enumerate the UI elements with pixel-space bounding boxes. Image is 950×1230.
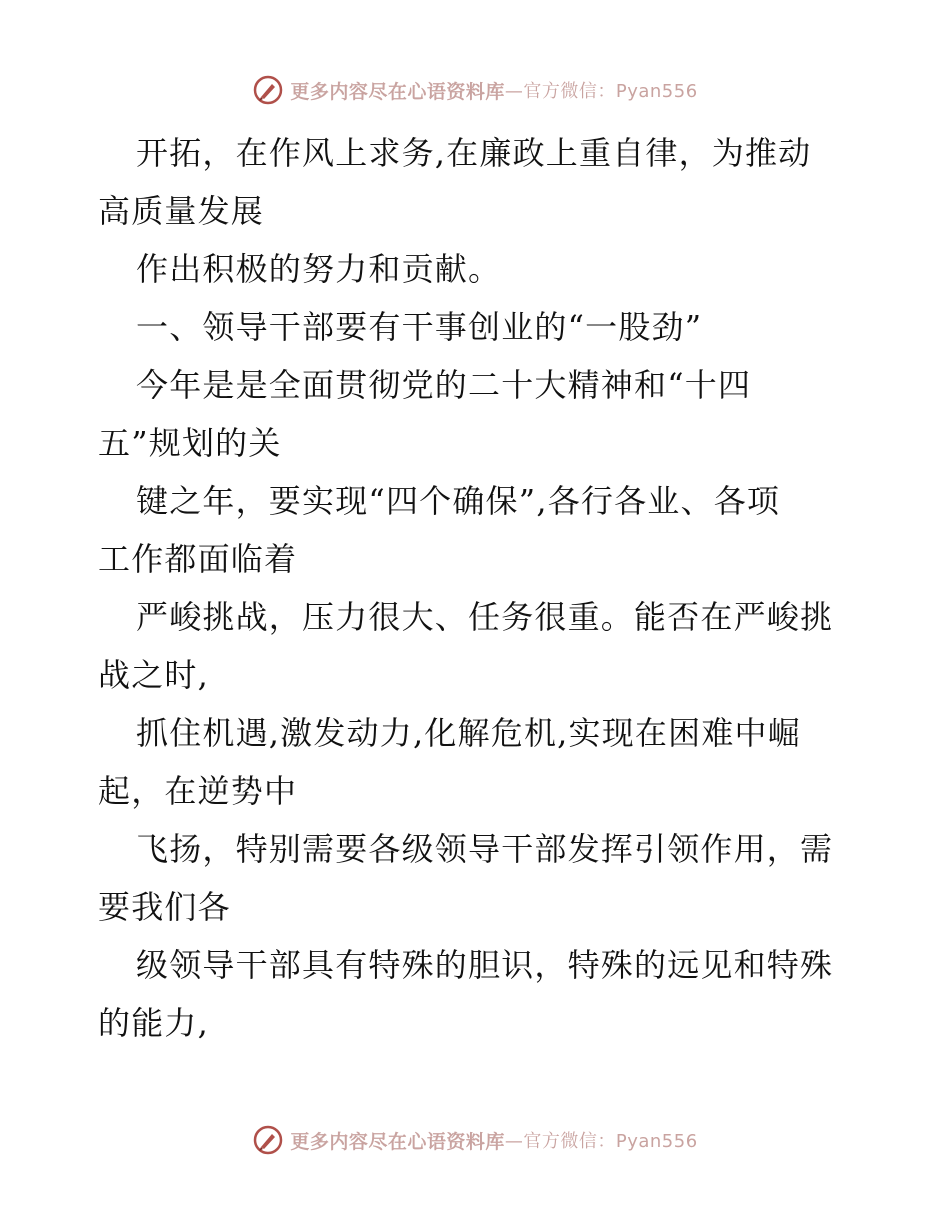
text-line: 的能力, (98, 1004, 209, 1042)
text-line: 工作都面临着 (98, 540, 298, 578)
text-line: 作出积极的努力和贡献。 (136, 250, 502, 288)
watermark-banner-top (0, 70, 950, 110)
pen-in-circle-icon (252, 74, 284, 106)
text-line: 战之时, (98, 656, 209, 694)
text-line: 今年是是全面贯彻党的二十大精神和“十四 (136, 366, 752, 404)
text-line: 键之年，要实现“四个确保”,各行各业、各项 (136, 482, 781, 520)
text-line: 高质量发展 (98, 192, 265, 230)
section-heading: 一、领导干部要有干事创业的“一股劲” (136, 308, 703, 346)
watermark-main-text: 更多内容尽在心语资料库 (290, 80, 505, 103)
text-line: 级领导干部具有特殊的胆识，特殊的远见和特殊 (136, 946, 834, 984)
pen-in-circle-icon (252, 1124, 284, 1156)
text-line: 抓住机遇,激发动力,化解危机,实现在困难中崛 (136, 714, 801, 752)
watermark-main-text: 更多内容尽在心语资料库 (290, 1130, 505, 1153)
watermark-sub-text: —官方微信：Pyan556 (504, 81, 698, 102)
text-line: 起，在逆势中 (98, 772, 298, 810)
watermark-banner-bottom (0, 1120, 950, 1160)
text-line: 要我们各 (98, 888, 231, 926)
text-line: 开拓，在作风上求务,在廉政上重自律，为推动 (136, 134, 812, 172)
text-line: 严峻挑战，压力很大、任务很重。能否在严峻挑 (136, 598, 834, 636)
document-body (98, 124, 858, 1052)
watermark-sub-text: —官方微信：Pyan556 (504, 1131, 698, 1152)
text-line: 五”规划的关 (98, 424, 282, 462)
text-line: 飞扬，特别需要各级领导干部发挥引领作用，需 (136, 830, 834, 868)
